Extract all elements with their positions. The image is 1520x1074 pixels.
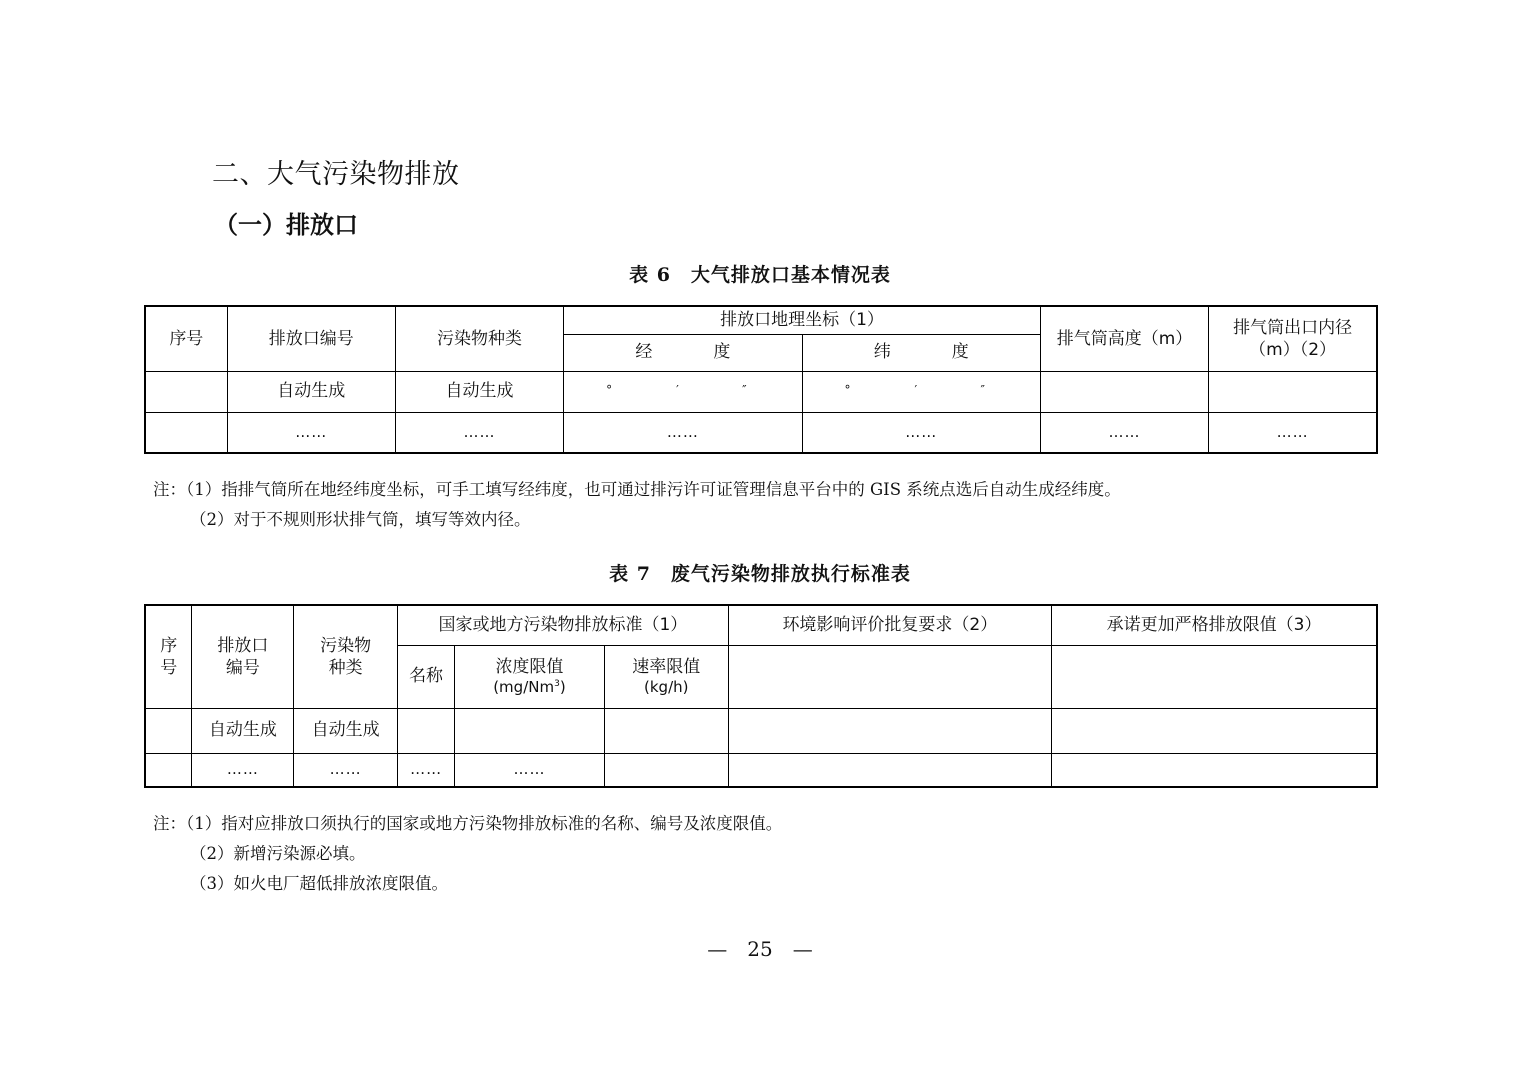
minute-symbol: ′: [914, 382, 918, 397]
header-eia-requirement: 环境影响评价批复要求（2）: [728, 605, 1051, 645]
header-national-standard: 国家或地方污染物排放标准（1）: [398, 605, 729, 645]
header-pollutant: [294, 605, 398, 708]
header-outlet-line2: 编号: [225, 657, 260, 678]
cell-latitude[interactable]: [802, 371, 1040, 412]
cell-ellipsis: ……: [802, 412, 1040, 453]
header-outlet-line1: 排放口: [217, 635, 269, 656]
table-row: [145, 753, 1377, 787]
header-concentration-label: 浓度限值: [495, 656, 564, 677]
cell-stack-height[interactable]: [1040, 371, 1208, 412]
header-stack-diameter-line2: （m）（2）: [1249, 339, 1337, 360]
minute-symbol: ′: [676, 382, 679, 397]
header-name: 名称: [398, 645, 455, 708]
header-pollutant-line1: 污染物: [320, 635, 372, 656]
cell-stricter-limit[interactable]: [1052, 645, 1377, 708]
section-heading: 二、大气污染物排放: [212, 159, 460, 190]
header-geo-coords: 排放口地理坐标（1）: [564, 306, 1041, 334]
page-number: — 25 —: [707, 937, 813, 961]
header-stack-height: 排气筒高度（m）: [1040, 306, 1208, 371]
cell-rate[interactable]: [604, 708, 728, 753]
header-rate-label: 速率限值: [632, 656, 701, 677]
degree-symbol: °: [606, 382, 613, 397]
header-seq-line1: 序: [160, 635, 178, 656]
cell-ellipsis: ……: [1209, 412, 1377, 453]
header-pollutant-type: 污染物种类: [395, 306, 563, 371]
cell-pollutant: 自动生成: [395, 371, 563, 412]
header-stack-diameter-line1: 排气筒出口内径: [1233, 317, 1353, 338]
table7-note-2: （2）新增污染源必填。: [190, 844, 366, 863]
header-rate-limit: [604, 645, 728, 708]
header-rate-unit: (kg/h): [644, 677, 689, 696]
table6-note-1: 注：（1）指排气筒所在地经纬度坐标，可手工填写经纬度，也可通过排污许可证管理信息平台中的 GIS 系统点选后自动生成经纬度。: [153, 480, 1121, 499]
cell-commit[interactable]: [1052, 708, 1377, 753]
cell-ellipsis: ……: [294, 753, 398, 787]
table7-caption: 表 7 废气污染物排放执行标准表: [609, 563, 911, 585]
outlet-basic-info-table: [144, 305, 1378, 454]
cell-rate: [604, 753, 728, 787]
cell-ellipsis: ……: [398, 753, 455, 787]
cell-name[interactable]: [398, 708, 455, 753]
cell-ellipsis: ……: [455, 753, 605, 787]
header-concentration-unit: (mg/Nm$^3$): [493, 677, 566, 696]
cell-eia-requirement[interactable]: [728, 645, 1051, 708]
header-concentration-limit: [455, 645, 605, 708]
header-seq: 序号: [145, 306, 227, 371]
header-stack-diameter: [1209, 306, 1377, 371]
header-stricter-limit: 承诺更加严格排放限值（3）: [1052, 605, 1377, 645]
cell-ellipsis: ……: [192, 753, 294, 787]
cell-seq[interactable]: [145, 708, 192, 753]
table6-caption: 表 6 大气排放口基本情况表: [629, 264, 891, 286]
header-longitude: 经 度: [564, 334, 802, 371]
cell-ellipsis: ……: [564, 412, 802, 453]
table-row: [145, 412, 1377, 453]
cell-longitude[interactable]: [564, 371, 802, 412]
table-row: [145, 708, 1377, 753]
table7-note-1: 注：（1）指对应排放口须执行的国家或地方污染物排放标准的名称、编号及浓度限值。: [153, 814, 783, 833]
subsection-heading: （一）排放口: [214, 211, 358, 239]
cell-pollutant: 自动生成: [294, 708, 398, 753]
header-seq: [145, 605, 192, 708]
table7-note-3: （3）如火电厂超低排放浓度限值。: [190, 874, 448, 893]
cell-outlet-no: 自动生成: [227, 371, 395, 412]
table6-note-2: （2）对于不规则形状排气筒，填写等效内径。: [190, 510, 531, 529]
cell-commit: [1052, 753, 1377, 787]
cell-ellipsis: ……: [1040, 412, 1208, 453]
cell-stack-diameter[interactable]: [1209, 371, 1377, 412]
degree-symbol: °: [844, 382, 851, 397]
cell-eia[interactable]: [728, 708, 1051, 753]
cell-seq: [145, 412, 227, 453]
cell-ellipsis: ……: [395, 412, 563, 453]
second-symbol: ″: [742, 382, 747, 397]
second-symbol: ″: [980, 382, 986, 397]
emission-standard-table: [144, 604, 1378, 788]
cell-concentration[interactable]: [455, 708, 605, 753]
cell-ellipsis: ……: [227, 412, 395, 453]
cell-outlet: 自动生成: [192, 708, 294, 753]
header-pollutant-line2: 种类: [328, 657, 363, 678]
header-seq-line2: 号: [160, 657, 178, 678]
cell-seq: [145, 753, 192, 787]
table-row: [145, 371, 1377, 412]
header-outlet: [192, 605, 294, 708]
header-latitude: 纬 度: [802, 334, 1040, 371]
cell-seq[interactable]: [145, 371, 227, 412]
header-outlet-no: 排放口编号: [227, 306, 395, 371]
cell-eia: [728, 753, 1051, 787]
